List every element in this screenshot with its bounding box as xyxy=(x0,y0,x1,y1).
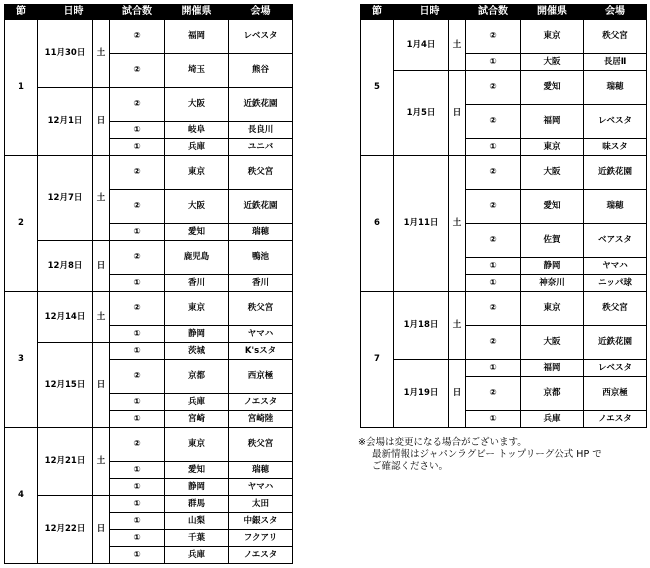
match-date: 1月5日 xyxy=(394,71,449,156)
host-prefecture: 東京 xyxy=(165,156,229,190)
section-number: 1 xyxy=(5,20,38,156)
table-row xyxy=(361,360,647,377)
section-number: 5 xyxy=(361,20,394,156)
table-row xyxy=(5,428,293,462)
match-date: 12月7日 xyxy=(38,156,93,241)
venue-name: 西京極 xyxy=(229,360,293,394)
header-section: 節 xyxy=(5,5,38,20)
header-datetime: 日時 xyxy=(394,5,466,20)
table-row xyxy=(361,71,647,105)
venue-name: 長良川 xyxy=(229,122,293,139)
host-prefecture: 大阪 xyxy=(521,326,584,360)
venue-name: 近鉄花園 xyxy=(584,326,647,360)
venue-name: 鴨池 xyxy=(229,241,293,275)
host-prefecture: 大阪 xyxy=(165,88,229,122)
game-count: ② xyxy=(466,105,521,139)
day-of-week: 日 xyxy=(449,71,466,156)
venue-name: ニッパ球 xyxy=(584,275,647,292)
host-prefecture: 群馬 xyxy=(165,496,229,513)
venue-name: 長居Ⅱ xyxy=(584,54,647,71)
host-prefecture: 大阪 xyxy=(521,156,584,190)
match-date: 12月8日 xyxy=(38,241,93,292)
match-date: 11月30日 xyxy=(38,20,93,88)
host-prefecture: 愛知 xyxy=(521,190,584,224)
venue-name: 近鉄花園 xyxy=(229,190,293,224)
game-count: ① xyxy=(110,462,165,479)
schedule-table-left xyxy=(4,4,293,564)
host-prefecture: 岐阜 xyxy=(165,122,229,139)
host-prefecture: 香川 xyxy=(165,275,229,292)
table-row xyxy=(5,88,293,122)
match-date: 1月11日 xyxy=(394,156,449,292)
match-date: 12月1日 xyxy=(38,88,93,156)
venue-name: 秩父宮 xyxy=(584,292,647,326)
host-prefecture: 愛知 xyxy=(521,71,584,105)
table-row xyxy=(5,20,293,54)
game-count: ① xyxy=(110,326,165,343)
game-count: ① xyxy=(110,479,165,496)
venue-name: 瑞穂 xyxy=(584,190,647,224)
match-date: 12月14日 xyxy=(38,292,93,343)
note-line-3: ご確認ください。 xyxy=(372,461,449,472)
host-prefecture: 千葉 xyxy=(165,530,229,547)
venue-name: 近鉄花園 xyxy=(229,88,293,122)
game-count: ② xyxy=(110,20,165,54)
header-section: 節 xyxy=(361,5,394,20)
host-prefecture: 福岡 xyxy=(165,20,229,54)
host-prefecture: 茨城 xyxy=(165,343,229,360)
host-prefecture: 京都 xyxy=(521,377,584,411)
venue-name: 瑞穂 xyxy=(229,462,293,479)
game-count: ① xyxy=(110,394,165,411)
host-prefecture: 兵庫 xyxy=(521,411,584,428)
host-prefecture: 東京 xyxy=(521,292,584,326)
venue-name: 秩父宮 xyxy=(229,292,293,326)
game-count: ② xyxy=(110,428,165,462)
game-count: ① xyxy=(466,360,521,377)
game-count: ② xyxy=(110,190,165,224)
match-date: 1月19日 xyxy=(394,360,449,428)
section-number: 6 xyxy=(361,156,394,292)
venue-name: ベアスタ xyxy=(584,224,647,258)
venue-name: 香川 xyxy=(229,275,293,292)
host-prefecture: 東京 xyxy=(521,20,584,54)
day-of-week: 日 xyxy=(93,88,110,156)
host-prefecture: 東京 xyxy=(165,292,229,326)
host-prefecture: 福岡 xyxy=(521,360,584,377)
host-prefecture: 大阪 xyxy=(521,54,584,71)
day-of-week: 日 xyxy=(449,360,466,428)
table-row xyxy=(361,292,647,326)
table-row xyxy=(361,156,647,190)
host-prefecture: 東京 xyxy=(165,428,229,462)
host-prefecture: 神奈川 xyxy=(521,275,584,292)
venue-name: 瑞穂 xyxy=(584,71,647,105)
venue-name: ノエスタ xyxy=(229,547,293,564)
game-count: ① xyxy=(466,275,521,292)
venue-name: ヤマハ xyxy=(584,258,647,275)
game-count: ① xyxy=(110,224,165,241)
venue-name: 西京極 xyxy=(584,377,647,411)
venue-name: K'sスタ xyxy=(229,343,293,360)
host-prefecture: 愛知 xyxy=(165,462,229,479)
header-datetime: 日時 xyxy=(38,5,110,20)
header-games: 試合数 xyxy=(110,5,165,20)
day-of-week: 土 xyxy=(449,292,466,360)
day-of-week: 土 xyxy=(449,156,466,292)
venue-name: レベスタ xyxy=(584,105,647,139)
venue-name: ヤマハ xyxy=(229,326,293,343)
host-prefecture: 愛知 xyxy=(165,224,229,241)
game-count: ① xyxy=(110,275,165,292)
venue-name: 秩父宮 xyxy=(229,156,293,190)
host-prefecture: 埼玉 xyxy=(165,54,229,88)
venue-name: ノエスタ xyxy=(229,394,293,411)
header-venue: 会場 xyxy=(229,5,293,20)
day-of-week: 土 xyxy=(93,292,110,343)
host-prefecture: 福岡 xyxy=(521,105,584,139)
game-count: ① xyxy=(110,411,165,428)
section-number: 7 xyxy=(361,292,394,428)
game-count: ② xyxy=(466,292,521,326)
day-of-week: 土 xyxy=(93,428,110,496)
host-prefecture: 山梨 xyxy=(165,513,229,530)
match-date: 12月15日 xyxy=(38,343,93,428)
host-prefecture: 東京 xyxy=(521,139,584,156)
host-prefecture: 宮崎 xyxy=(165,411,229,428)
game-count: ① xyxy=(466,139,521,156)
game-count: ① xyxy=(110,139,165,156)
host-prefecture: 静岡 xyxy=(165,479,229,496)
game-count: ② xyxy=(466,190,521,224)
venue-name: 瑞穂 xyxy=(229,224,293,241)
venue-name: レベスタ xyxy=(584,360,647,377)
venue-name: 太田 xyxy=(229,496,293,513)
host-prefecture: 鹿児島 xyxy=(165,241,229,275)
note-line-2: 最新情報はジャパンラグビー トップリーグ公式 HP で xyxy=(372,449,602,460)
game-count: ② xyxy=(466,377,521,411)
venue-name: 秩父宮 xyxy=(229,428,293,462)
day-of-week: 日 xyxy=(93,241,110,292)
host-prefecture: 京都 xyxy=(165,360,229,394)
venue-name: レベスタ xyxy=(229,20,293,54)
venue-name: ノエスタ xyxy=(584,411,647,428)
game-count: ② xyxy=(110,54,165,88)
venue-name: ヤマハ xyxy=(229,479,293,496)
host-prefecture: 兵庫 xyxy=(165,394,229,411)
header-prefecture: 開催県 xyxy=(165,5,229,20)
table-row xyxy=(5,496,293,513)
host-prefecture: 兵庫 xyxy=(165,547,229,564)
match-date: 12月22日 xyxy=(38,496,93,564)
host-prefecture: 大阪 xyxy=(165,190,229,224)
section-number: 3 xyxy=(5,292,38,428)
table-row xyxy=(5,343,293,360)
day-of-week: 土 xyxy=(93,20,110,88)
game-count: ② xyxy=(110,156,165,190)
host-prefecture: 静岡 xyxy=(165,326,229,343)
game-count: ② xyxy=(110,292,165,326)
header-row xyxy=(5,5,293,20)
game-count: ① xyxy=(110,496,165,513)
header-prefecture: 開催県 xyxy=(521,5,584,20)
header-games: 試合数 xyxy=(466,5,521,20)
venue-name: 秩父宮 xyxy=(584,20,647,54)
section-number: 2 xyxy=(5,156,38,292)
day-of-week: 土 xyxy=(449,20,466,71)
game-count: ② xyxy=(466,156,521,190)
schedule-table-right xyxy=(360,4,647,428)
day-of-week: 土 xyxy=(93,156,110,241)
table-row xyxy=(5,241,293,275)
venue-name: 中銀スタ xyxy=(229,513,293,530)
host-prefecture: 兵庫 xyxy=(165,139,229,156)
game-count: ① xyxy=(110,343,165,360)
match-date: 1月18日 xyxy=(394,292,449,360)
match-date: 12月21日 xyxy=(38,428,93,496)
day-of-week: 日 xyxy=(93,496,110,564)
game-count: ② xyxy=(466,71,521,105)
game-count: ① xyxy=(110,513,165,530)
header-row xyxy=(361,5,647,20)
host-prefecture: 佐賀 xyxy=(521,224,584,258)
venue-name: フクアリ xyxy=(229,530,293,547)
game-count: ② xyxy=(110,88,165,122)
game-count: ② xyxy=(466,20,521,54)
match-date: 1月4日 xyxy=(394,20,449,71)
game-count: ① xyxy=(466,54,521,71)
venue-name: ユニバ xyxy=(229,139,293,156)
venue-name: 味スタ xyxy=(584,139,647,156)
table-row xyxy=(361,20,647,54)
game-count: ② xyxy=(110,241,165,275)
game-count: ② xyxy=(466,326,521,360)
game-count: ② xyxy=(466,224,521,258)
game-count: ① xyxy=(466,258,521,275)
game-count: ① xyxy=(110,530,165,547)
venue-name: 宮崎陸 xyxy=(229,411,293,428)
note-line-1: ※会場は変更になる場合がございます。 xyxy=(358,437,527,448)
game-count: ① xyxy=(110,122,165,139)
table-row xyxy=(5,292,293,326)
header-venue: 会場 xyxy=(584,5,647,20)
game-count: ① xyxy=(110,547,165,564)
game-count: ① xyxy=(466,411,521,428)
table-row xyxy=(5,156,293,190)
host-prefecture: 静岡 xyxy=(521,258,584,275)
section-number: 4 xyxy=(5,428,38,564)
game-count: ② xyxy=(110,360,165,394)
venue-name: 熊谷 xyxy=(229,54,293,88)
venue-change-note xyxy=(358,437,602,473)
venue-name: 近鉄花園 xyxy=(584,156,647,190)
day-of-week: 日 xyxy=(93,343,110,428)
